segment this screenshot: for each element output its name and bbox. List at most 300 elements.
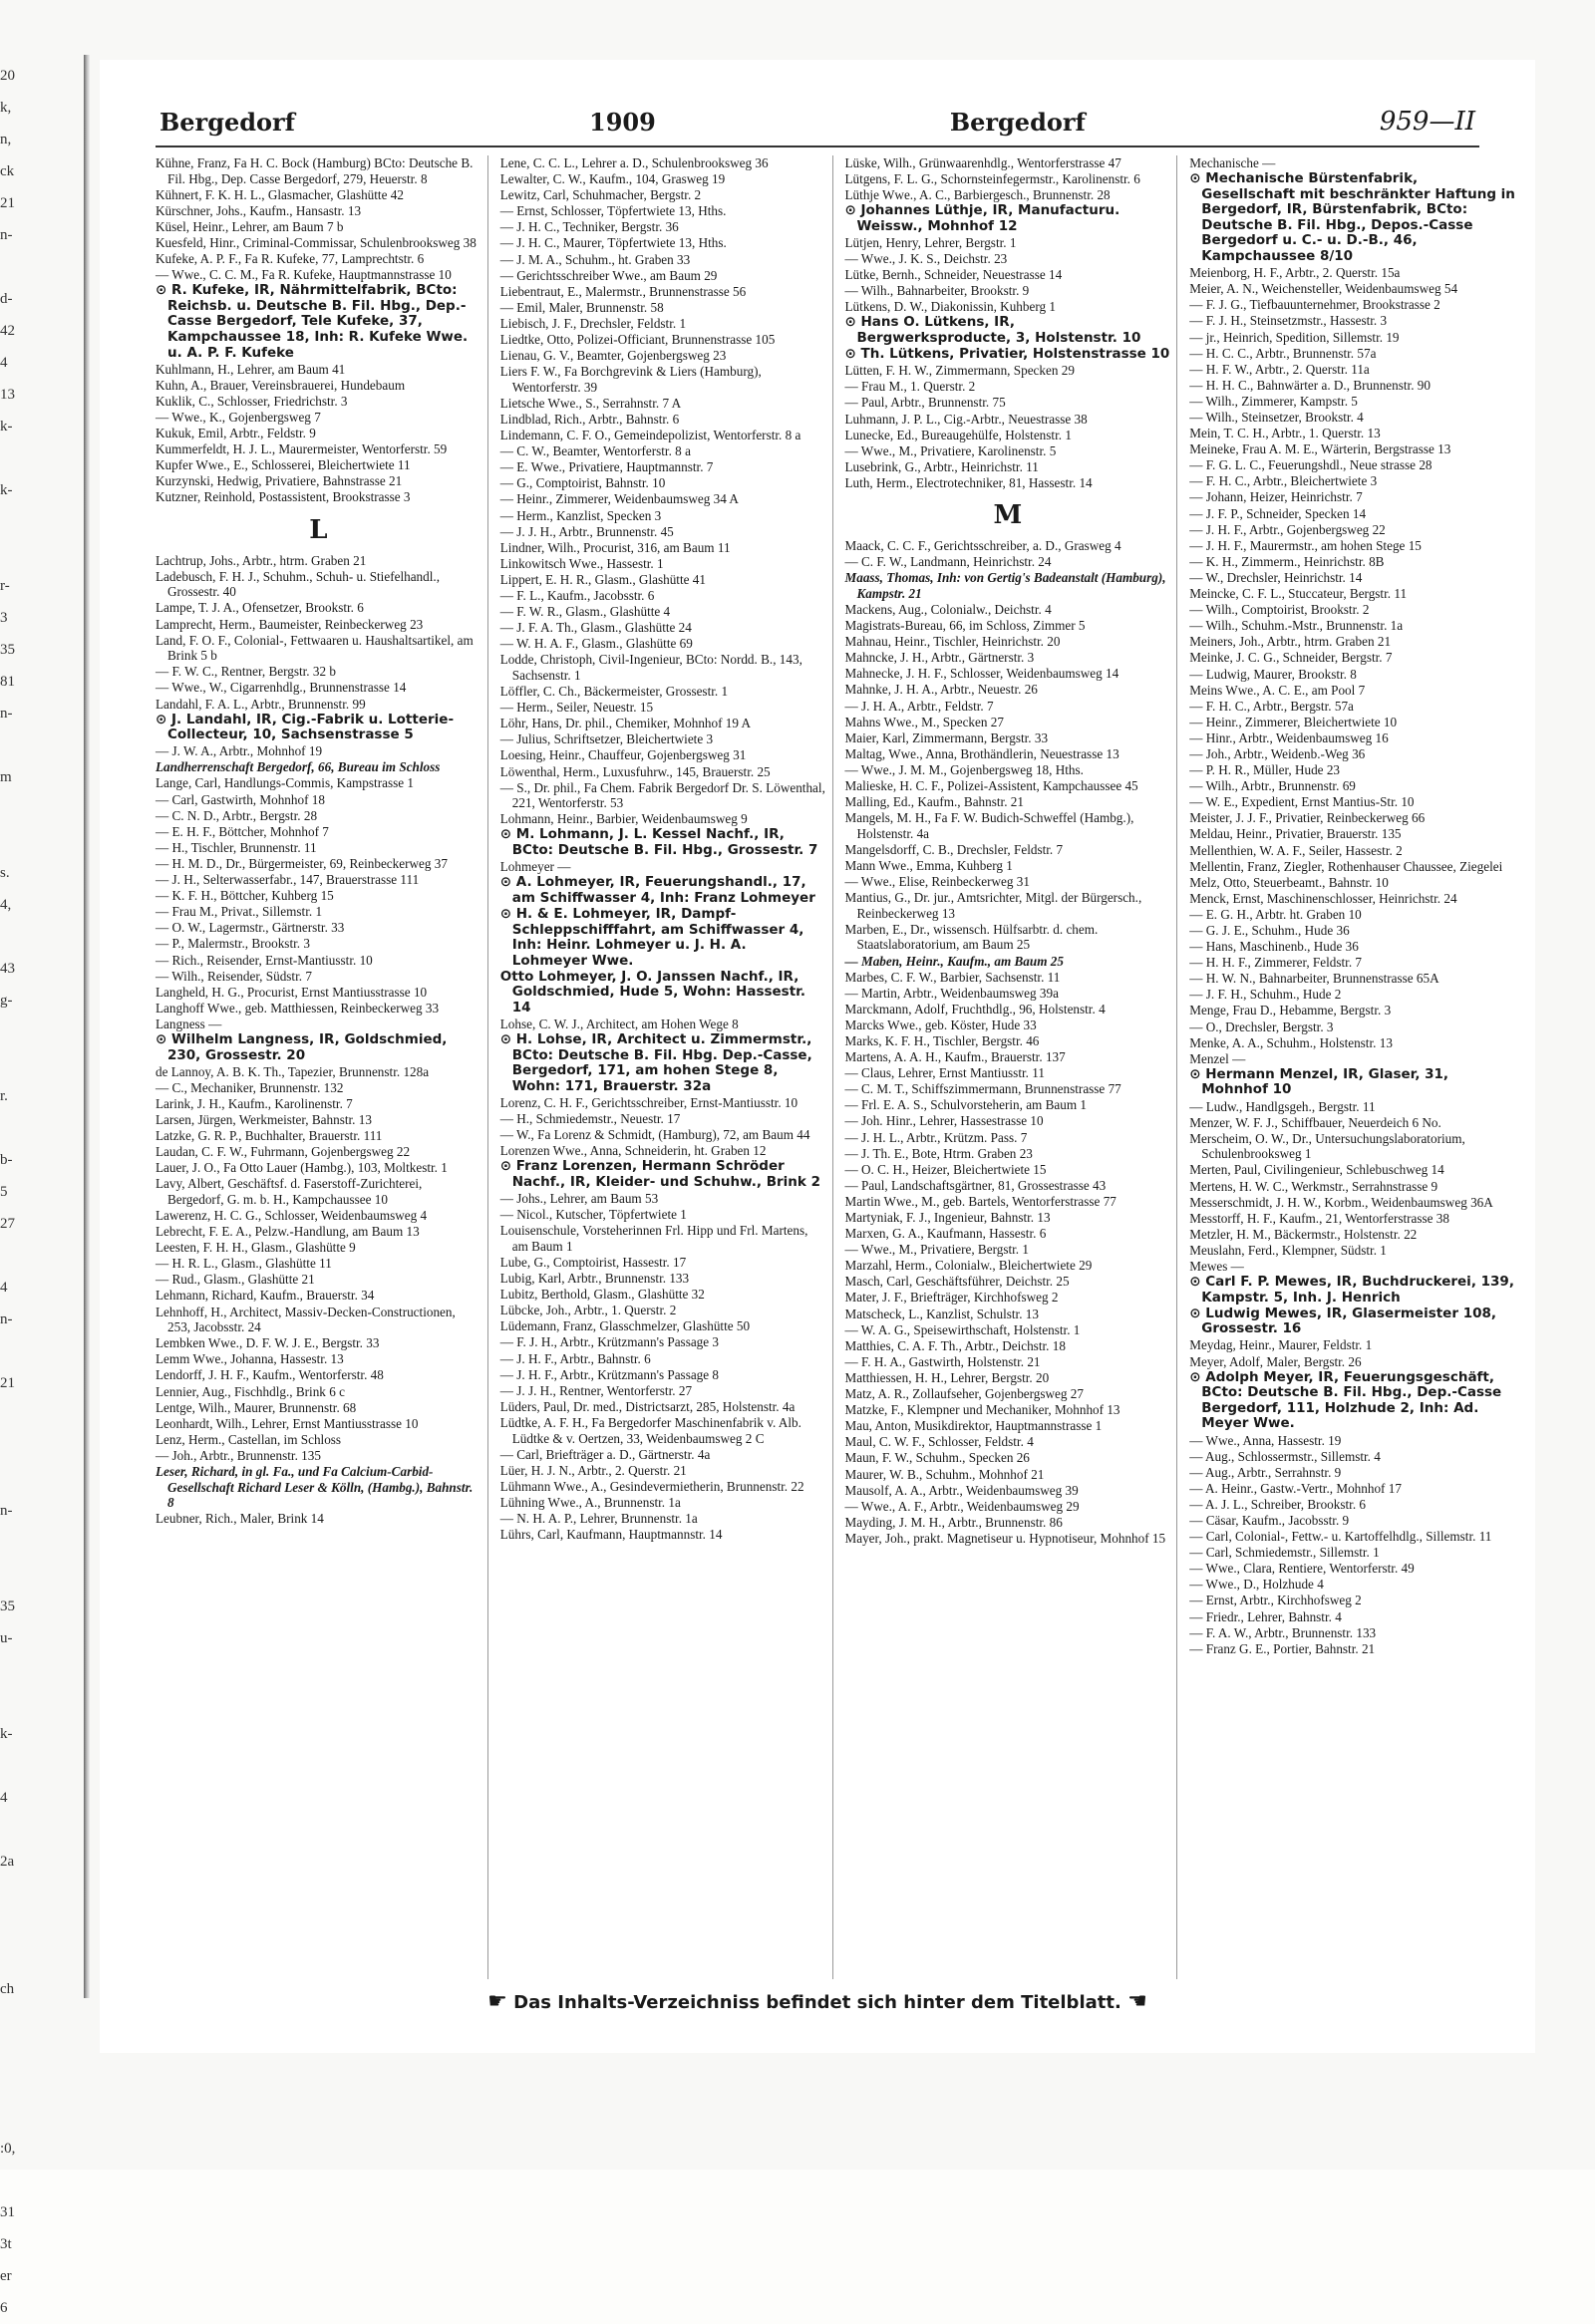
directory-entry: — W., Fa Lorenz & Schmidt, (Hamburg), 72, am Baum 44 [499, 1127, 810, 1143]
directory-entry: Leonhardt, Wilh., Lehrer, Ernst Mantiusstrasse 10 [156, 1415, 419, 1431]
directory-entry: Mangels, M. H., Fa F. W. Budich-Schweffel (Hambg.), Holstenstr. 4a [844, 810, 1134, 841]
directory-entry: Mellentin, Franz, Ziegler, Rothenhauser Chaussee, Ziegelei [1189, 858, 1503, 874]
directory-entry: — Cäsar, Kaufm., Jacobsstr. 9 [1189, 1512, 1350, 1528]
margin-fragment [0, 1814, 22, 1846]
margin-fragment: s. [0, 865, 10, 881]
directory-entry: — E. Wwe., Privatiere, Hauptmannstr. 7 [499, 459, 714, 475]
directory-entry: — F. H. C., Arbtr., Bleichertwiete 3 [1189, 473, 1378, 489]
directory-entry: — Wilh., Comptoirist, Brookstr. 2 [1189, 602, 1370, 618]
directory-entry: — J. Th. E., Bote, Htrm. Graben 23 [844, 1145, 1033, 1161]
firm-entry: ⊙ Hermann Menzel, IR, Glaser, 31, Mohnhof 10 [1189, 1065, 1449, 1098]
page-gutter [84, 55, 90, 1998]
margin-fragment [0, 1431, 22, 1463]
directory-entry: Kukuk, Emil, Arbtr., Feldstr. 9 [156, 426, 316, 441]
directory-entry: de Lannoy, A. B. K. Th., Tapezier, Brunnenstr. 128a [156, 1063, 430, 1079]
firm-entry: ⊙ H. & E. Lohmeyer, IR, Dampf-Schleppschifffahrt, am Schiffwasser 4, Inh: Heinr. Lohmeyer u. J. H. A. Lohmeyer Wwe. [499, 905, 804, 969]
directory-entry: Louisenschule, Vorsteherinnen Frl. Hipp und Frl. Martens, am Baum 1 [499, 1223, 808, 1254]
directory-entry: Ladebusch, F. H. J., Schuhm., Schuh- u. Stiefelhandl., Grossestr. 40 [156, 568, 441, 600]
firm-entry: Otto Lohmeyer, J. O. Janssen Nachf., IR, Goldschmied, Hude 5, Wohn: Hassestr. 14 [499, 968, 806, 1016]
directory-entry: — G. J. E., Schuhm., Hude 36 [1189, 923, 1350, 938]
directory-entry: — Wwe., J. M. M., Gojenbergsweg 18, Hths. [844, 761, 1084, 777]
margin-fragment: d- [0, 291, 13, 307]
directory-entry: Kuhlmann, H., Lehrer, am Baum 41 [156, 361, 346, 377]
directory-entry: Marbes, C. F. W., Barbier, Sachsenstr. 11 [844, 969, 1061, 985]
directory-entry: Matthies, C. A. F. Th., Arbtr., Deichstr. 18 [844, 1337, 1066, 1353]
firm-entry: ⊙ Mechanische Bürstenfabrik, Gesellschaft mit beschränkter Haftung in Bergedorf, IR, Bürstenfabrik, BCto: Deutsche B. Fil. Hbg., Depos.-Casse Bergedorf u. C.- u. D.-B., 46, Kampchaussee 8/10 [1189, 170, 1515, 265]
directory-entry: — Gerichtsschreiber Wwe., am Baum 29 [499, 267, 718, 283]
margin-fragment: b- [0, 1152, 13, 1168]
directory-entry: — Wilh., Reisender, Südstr. 7 [156, 968, 312, 984]
directory-entry: Meuslahn, Ferd., Klempner, Südstr. 1 [1189, 1242, 1387, 1258]
margin-fragment [0, 442, 22, 474]
directory-entry: Marks, K. F. H., Tischler, Bergstr. 46 [844, 1032, 1040, 1048]
directory-entry: Kuhn, A., Brauer, Vereinsbrauerei, Hundebaum [156, 377, 406, 393]
footer-text: Das Inhalts-Verzeichniss befindet sich hinter dem Titelblatt. [513, 1992, 1121, 2013]
margin-fragment: k- [0, 482, 13, 498]
directory-entry: — Wilh., Arbtr., Brunnenstr. 69 [1189, 778, 1356, 794]
directory-entry: — Wilh., Schuhm.-Mstr., Brunnenstr. 1a [1189, 618, 1404, 634]
directory-entry: — Ludwig, Maurer, Brookstr. 8 [1189, 666, 1357, 682]
directory-entry: Mayer, Joh., prakt. Magnetiseur u. Hypnotiseur, Mohnhof 15 [844, 1530, 1166, 1546]
directory-entry: — P. H. R., Müller, Hude 23 [1189, 762, 1341, 778]
margin-fragment [0, 1399, 22, 1431]
margin-fragment [0, 2069, 22, 2101]
directory-entry: — Maben, Heinr., Kaufm., am Baum 25 [844, 953, 1064, 969]
directory-entry: Mann Wwe., Emma, Kuhberg 1 [844, 857, 1013, 873]
directory-entry: — E. H. F., Böttcher, Mohnhof 7 [156, 823, 329, 839]
directory-entry: — F. J. H., Arbtr., Krützmann's Passage 3 [499, 1334, 720, 1350]
margin-fragment [0, 2165, 22, 2196]
page-number: 959—II [1379, 107, 1475, 137]
directory-entry: — Wwe., Anna, Hassestr. 19 [1189, 1432, 1342, 1448]
directory-entry: — F. G. L. C., Feuerungshdl., Neue strasse 28 [1189, 457, 1433, 473]
directory-entry: Langhoff Wwe., geb. Matthiessen, Reinbeckerweg 33 [156, 1000, 440, 1016]
directory-entry: — K. H., Zimmerm., Heinrichstr. 8B [1189, 553, 1385, 569]
directory-entry: — Paul, Arbtr., Brunnenstr. 75 [844, 395, 1006, 411]
directory-entry: Lüdtke, A. F. H., Fa Bergedorfer Maschinenfabrik v. Alb. Lüdtke & v. Oertzen, 33, Weidenbaumsweg 2 C [499, 1414, 801, 1446]
directory-entry: — H. M. D., Dr., Bürgermeister, 69, Reinbeckerweg 37 [156, 855, 448, 871]
directory-entry: Mahncke, J. H., Arbtr., Gärtnerstr. 3 [844, 650, 1035, 666]
directory-entry: — jr., Heinrich, Spedition, Sillemstr. 19 [1189, 329, 1400, 345]
directory-entry: Meineke, Frau A. M. E., Wärterin, Bergstrasse 13 [1189, 441, 1451, 457]
directory-entry: — Wwe., M., Privatiere, Bergstr. 1 [844, 1242, 1029, 1258]
directory-entry: — J. M. A., Schuhm., ht. Graben 33 [499, 251, 691, 267]
directory-entry: Kuklik, C., Schlosser, Friedrichstr. 3 [156, 393, 348, 409]
directory-entry: Lauer, J. O., Fa Otto Lauer (Hambg.), 103, Moltkestr. 1 [156, 1160, 448, 1176]
margin-fragment: 21 [0, 1375, 15, 1391]
directory-entry: Maltag, Wwe., Anna, Brothändlerin, Neuestrasse 13 [844, 745, 1119, 761]
directory-entry: — Julius, Schriftsetzer, Bleichertwiete 3 [499, 731, 714, 747]
directory-entry: Marckmann, Adolf, Fruchthdlg., 96, Holstenstr. 4 [844, 1001, 1106, 1017]
directory-entry: Kühnert, F. K. H. L., Glasmacher, Glashütte 42 [156, 186, 404, 202]
directory-entry: — G., Comptoirist, Bahnstr. 10 [499, 475, 666, 491]
firm-entry: ⊙ J. Landahl, IR, Cig.-Fabrik u. Lotterie-Collecteur, 10, Sachsenstrasse 5 [156, 711, 455, 743]
margin-fragment [0, 1112, 22, 1144]
directory-entry: Kühne, Franz, Fa H. C. Bock (Hamburg) BCto: Deutsche B. Fil. Hbg., Dep. Casse Bergedorf, 279, Heuerstr. 8 [156, 155, 474, 186]
directory-entry: Menke, A. A., Schuhm., Holstenstr. 13 [1189, 1034, 1393, 1050]
directory-entry: — J. H. C., Techniker, Bergstr. 36 [499, 219, 679, 235]
directory-entry: — Ludw., Handlgsgeh., Bergstr. 11 [1189, 1098, 1376, 1114]
header-right-title: Bergedorf [949, 107, 1086, 137]
margin-fragment: 43 [0, 961, 15, 977]
directory-entry: Langheld, H. G., Procurist, Ernst Mantiusstrasse 10 [156, 984, 428, 1000]
directory-entry: — H., Tischler, Brunnenstr. 11 [156, 839, 317, 855]
directory-entry: Maier, Karl, Zimmermann, Bergstr. 33 [844, 729, 1049, 745]
directory-entry: Lindner, Wilh., Procurist, 316, am Baum 11 [499, 539, 731, 555]
firm-entry: ⊙ M. Lohmann, J. L. Kessel Nachf., IR, BCto: Deutsche B. Fil. Hbg., Grossestr. 7 [499, 826, 818, 859]
directory-entry: Marxen, G. A., Kaufmann, Hassestr. 6 [844, 1226, 1047, 1242]
directory-entry: Maack, C. C. F., Gerichtsschreiber, a. D., Grasweg 4 [844, 538, 1121, 554]
directory-entry: Lohse, C. W. J., Architect, am Hohen Wege 8 [499, 1017, 739, 1032]
directory-entry: Merten, Paul, Civilingenieur, Schlebuschweg 14 [1189, 1162, 1444, 1178]
directory-entry: Lusebrink, G., Arbtr., Heinrichstr. 11 [844, 458, 1039, 474]
directory-entry: — F. J. G., Tiefbauunternehmer, Brookstrasse 2 [1189, 297, 1440, 313]
directory-entry: — J. F. H., Schuhm., Hude 2 [1189, 987, 1342, 1003]
directory-entry: Mein, T. C. H., Arbtr., 1. Querstr. 13 [1189, 426, 1381, 441]
directory-entry: Kutzner, Reinhold, Postassistent, Brookstrasse 3 [156, 489, 411, 505]
directory-entry: Kufeke, A. P. F., Fa R. Kufeke, 77, Lamprechtstr. 6 [156, 251, 425, 267]
directory-entry: — Joh., Arbtr., Brunnenstr. 135 [156, 1447, 321, 1463]
directory-entry: Loesing, Heinr., Chauffeur, Gojenbergsweg 31 [499, 747, 747, 763]
column-4 [1189, 155, 1521, 1979]
directory-entry: — C., Mechaniker, Brunnenstr. 132 [156, 1079, 344, 1095]
directory-entry: — P., Malermstr., Brookstr. 3 [156, 936, 310, 952]
directory-entry: — Wilh., Bahnarbeiter, Brookstr. 9 [844, 283, 1030, 299]
directory-entry: Meincke, C. F. L., Stuccateur, Bergstr. 11 [1189, 586, 1408, 602]
directory-entry: Lange, Carl, Handlungs-Commis, Kampstrasse 1 [156, 775, 414, 791]
directory-entry: Mechanische — [1189, 155, 1276, 170]
directory-entry: Lüer, H. J. N., Arbtr., 2. Querstr. 21 [499, 1462, 687, 1478]
directory-entry: Liers F. W., Fa Borchgrevink & Liers (Hamburg), Wentorferstr. 39 [499, 364, 762, 395]
directory-entry: — Joh. Hinr., Lehrer, Hassestrasse 10 [844, 1113, 1044, 1129]
directory-entry: — H. C. C., Arbtr., Brunnenstr. 57a [1189, 345, 1377, 361]
directory-entry: Mewes — [1189, 1258, 1244, 1274]
directory-entry: Matzke, F., Klempner und Mechaniker, Mohnhof 13 [844, 1402, 1120, 1418]
margin-fragment: er [0, 2268, 12, 2284]
margin-fragment [0, 793, 22, 825]
directory-entry: Lütkens, D. W., Diakonissin, Kuhberg 1 [844, 299, 1056, 315]
margin-fragment: 81 [0, 674, 15, 690]
directory-entry: Liebisch, J. F., Drechsler, Feldstr. 1 [499, 315, 687, 331]
directory-entry: Kurzynski, Hedwig, Privatiere, Bahnstrasse 21 [156, 473, 403, 489]
directory-entry: — N. H. A. P., Lehrer, Brunnenstr. 1a [499, 1510, 698, 1526]
directory-entry: Mahnke, J. H. A., Arbtr., Neuestr. 26 [844, 682, 1038, 698]
margin-fragment: 4, [0, 897, 12, 913]
page-footer [156, 1989, 1479, 2014]
section-letter: L [309, 515, 328, 546]
directory-entry: — Frl. E. A. S., Schulvorsteherin, am Baum 1 [844, 1097, 1087, 1113]
directory-entry: Mertens, H. W. C., Werkmstr., Serrahnstrasse 9 [1189, 1178, 1438, 1194]
firm-entry: ⊙ Hans O. Lütkens, IR, Bergwerksproducte, 3, Holstenstr. 10 [844, 314, 1141, 347]
directory-entry: Meyer, Adolf, Maler, Bergstr. 26 [1189, 1353, 1362, 1369]
margin-fragment: 21 [0, 195, 15, 211]
directory-entry: — F. H. A., Gastwirth, Holstenstr. 21 [844, 1353, 1041, 1369]
directory-entry: — F. L., Kaufm., Jacobsstr. 6 [499, 588, 655, 604]
directory-page [100, 60, 1535, 2053]
directory-entry: — J. H. C., Maurer, Töpfertwiete 13, Hths. [499, 235, 727, 251]
column-3 [845, 155, 1178, 1979]
directory-entry: Lohmann, Heinr., Barbier, Weidenbaumsweg 9 [499, 811, 748, 827]
directory-columns [156, 155, 1521, 1979]
directory-entry: Löwenthal, Herm., Luxusfuhrw., 145, Brauerstr. 25 [499, 763, 771, 779]
directory-entry: — Wwe., Clara, Rentiere, Wentorferstr. 49 [1189, 1561, 1415, 1577]
directory-entry: — J. W. A., Arbtr., Mohnhof 19 [156, 743, 323, 759]
margin-fragment: 27 [0, 1216, 15, 1232]
margin-fragment: u- [0, 1630, 13, 1646]
directory-entry: — J. J. H., Arbtr., Brunnenstr. 45 [499, 523, 674, 539]
directory-entry: Leesten, F. H. H., Glasm., Glashütte 9 [156, 1240, 356, 1256]
margin-fragment: g- [0, 993, 13, 1009]
directory-entry: Lietsche Wwe., S., Serrahnstr. 7 A [499, 395, 682, 411]
directory-entry: — J. J. H., Rentner, Wentorferstr. 27 [499, 1382, 693, 1398]
margin-fragment: n- [0, 706, 13, 722]
directory-entry: Lachtrup, Johs., Arbtr., htrm. Graben 21 [156, 552, 367, 568]
directory-entry: Löffler, C. Ch., Bäckermeister, Grossestr. 1 [499, 684, 729, 700]
directory-entry: Lübcke, Joh., Arbtr., 1. Querstr. 2 [499, 1303, 677, 1318]
margin-fragment [0, 1654, 22, 1686]
directory-entry: Meiners, Joh., Arbtr., htrm. Graben 21 [1189, 634, 1392, 650]
directory-entry: Mackens, Aug., Colonialw., Deichstr. 4 [844, 601, 1052, 617]
directory-entry: Messtorff, H. F., Kaufm., 21, Wentorferstrasse 38 [1189, 1210, 1449, 1226]
margin-fragment: :0, [0, 2141, 16, 2157]
directory-entry: Lube, G., Comptoirist, Hassestr. 17 [499, 1254, 687, 1270]
directory-entry: Marzahl, Herm., Colonialw., Bleichertwiete 29 [844, 1258, 1093, 1274]
directory-entry: Merscheim, O. W., Dr., Untersuchungslaboratorium, Schulenbrooksweg 1 [1189, 1130, 1465, 1162]
directory-entry: Metzler, H. M., Bäckermstr., Holstenstr. 22 [1189, 1226, 1418, 1242]
margin-fragment: 2a [0, 1854, 15, 1870]
directory-entry: Lampe, T. J. A., Ofensetzer, Brookstr. 6 [156, 600, 364, 616]
pointing-hand-right-icon: ☛ [487, 1989, 507, 2014]
directory-entry: Lindblad, Rich., Arbtr., Bahnstr. 6 [499, 412, 680, 427]
directory-entry: Lemm Wwe., Johanna, Hassestr. 13 [156, 1351, 344, 1367]
directory-entry: Lavy, Albert, Geschäftsf. d. Faserstoff-Zurichterei, Bergedorf, G. m. b. H., Kampchaussee 10 [156, 1176, 423, 1207]
margin-fragment [0, 506, 22, 538]
directory-entry: — Frau M., Privat., Sillemstr. 1 [156, 904, 323, 920]
directory-entry: Lütjen, Henry, Lehrer, Bergstr. 1 [844, 234, 1017, 250]
margin-fragment [0, 1686, 22, 1718]
directory-entry: Magistrats-Bureau, 66, im Schloss, Zimmer 5 [844, 618, 1086, 634]
directory-entry: — Herm., Kanzlist, Specken 3 [499, 507, 662, 523]
firm-entry: ⊙ R. Kufeke, IR, Nährmittelfabrik, BCto: Reichsb. u. Deutsche B. Fil. Hbg., Dep.-Casse Bergedorf, Tele Kufeke, 37, Kampchaussee 18, Inh: R. Kufeke Wwe. u. A. P. F. Kufeke [156, 282, 469, 361]
directory-entry: Maun, F. W., Schuhm., Specken 26 [844, 1450, 1030, 1466]
directory-entry: Lüthje Wwe., A. C., Barbiergesch., Brunnenstr. 28 [844, 187, 1111, 203]
margin-fragment: 4 [0, 1280, 8, 1296]
directory-entry: Liedtke, Otto, Polizei-Officiant, Brunnenstrasse 105 [499, 332, 776, 348]
directory-entry: — A. Heinr., Gastw.-Vertr., Mohnhof 17 [1189, 1480, 1402, 1496]
directory-entry: Lewitz, Carl, Schuhmacher, Bergstr. 2 [499, 187, 702, 203]
directory-entry: — F. W. R., Glasm., Glashütte 4 [499, 604, 671, 620]
firm-entry: ⊙ Wilhelm Langness, IR, Goldschmied, 230, Grossestr. 20 [156, 1030, 448, 1063]
directory-entry: — Heinr., Zimmerer, Weidenbaumsweg 34 A [499, 491, 739, 507]
column-1 [156, 155, 488, 1979]
directory-entry: Mahnau, Heinr., Tischler, Heinrichstr. 20 [844, 634, 1061, 650]
directory-entry: Lührs, Carl, Kaufmann, Hauptmannstr. 14 [499, 1527, 723, 1543]
directory-entry: — Nicol., Kutscher, Töpfertwiete 1 [499, 1207, 687, 1223]
directory-entry: Matthiessen, H. H., Lehrer, Bergstr. 20 [844, 1369, 1050, 1385]
directory-entry: Meldau, Heinr., Privatier, Brauerstr. 135 [1189, 826, 1402, 842]
directory-entry: — J. H. L., Arbtr., Krützm. Pass. 7 [844, 1129, 1028, 1145]
directory-entry: — C. W., Beamter, Wentorferstr. 8 a [499, 443, 691, 459]
directory-entry: Lühning Wwe., A., Brunnenstr. 1a [499, 1494, 681, 1510]
directory-entry: — Wwe., A. F., Arbtr., Weidenbaumsweg 29 [844, 1498, 1080, 1514]
directory-entry: — Paul, Landschaftsgärtner, 81, Grossestrasse 43 [844, 1177, 1107, 1193]
margin-fragment: 5 [0, 1184, 8, 1200]
directory-entry: — Wwe., Elise, Reinbeckerweg 31 [844, 874, 1030, 890]
directory-entry: Marben, E., Dr., wissensch. Hülfsarbtr. d. chem. Staatslaboratorium, am Baum 25 [844, 921, 1099, 953]
directory-entry: — J. H., Selterwasserfabr., 147, Brauerstrasse 111 [156, 872, 420, 888]
directory-entry: Mellenthien, W. A. F., Seiler, Hassestr. 2 [1189, 842, 1403, 858]
directory-entry: Mausolf, A. A., Arbtr., Weidenbaumsweg 39 [844, 1482, 1079, 1498]
directory-entry: Malieske, H. C. F., Polizei-Assistent, Kampchaussee 45 [844, 777, 1138, 793]
directory-entry: — Wilh., Zimmerer, Kampstr. 5 [1189, 393, 1358, 409]
directory-entry: — H. W. N., Bahnarbeiter, Brunnenstrasse 65A [1189, 971, 1439, 987]
section-letter: M [993, 500, 1023, 531]
directory-entry: Lütgens, F. L. G., Schornsteinfegermstr., Karolinenstr. 6 [844, 171, 1140, 187]
directory-entry: Lentge, Wilh., Maurer, Brunnenstr. 68 [156, 1399, 357, 1415]
margin-fragment: 4 [0, 1790, 8, 1806]
directory-entry: — W. E., Expedient, Ernst Mantius-Str. 10 [1189, 794, 1415, 810]
directory-entry: — W. A. G., Speisewirthschaft, Holstenstr. 1 [844, 1321, 1081, 1337]
directory-entry: — F. W. C., Rentner, Bergstr. 32 b [156, 664, 336, 680]
adjacent-page-margin [0, 60, 22, 2316]
directory-entry: Menzel — [1189, 1050, 1246, 1066]
directory-entry: Küsel, Heinr., Lehrer, am Baum 7 b [156, 218, 344, 234]
directory-entry: Mantius, G., Dr. jur., Amtsrichter, Mitgl. der Bürgersch., Reinbeckerweg 13 [844, 890, 1142, 921]
margin-fragment [0, 1750, 22, 1782]
directory-entry: Lohmeyer — [499, 859, 571, 875]
directory-entry: — Wwe., K., Gojenbergsweg 7 [156, 410, 321, 425]
directory-entry: Lüske, Wilh., Grünwaarenhdlg., Wentorferstrasse 47 [844, 155, 1121, 170]
directory-entry: — Carl, Colonial-, Fettw.- u. Kartoffelhdlg., Sillemstr. 11 [1189, 1529, 1492, 1545]
directory-entry: Martyniak, F. J., Ingenieur, Bahnstr. 13 [844, 1210, 1051, 1225]
directory-entry: — K. F. H., Böttcher, Kuhberg 15 [156, 888, 334, 904]
directory-entry: — O. W., Lagermstr., Gärtnerstr. 33 [156, 920, 345, 936]
directory-entry: Lendorff, J. H. F., Kaufm., Wentorferstr. 48 [156, 1367, 384, 1383]
page-header [160, 102, 1475, 142]
directory-entry: — Wwe., M., Privatiere, Karolinenstr. 5 [844, 442, 1057, 458]
directory-entry: — Franz G. E., Portier, Bahnstr. 21 [1189, 1640, 1376, 1656]
margin-fragment: n- [0, 1311, 13, 1327]
margin-fragment [0, 921, 22, 953]
margin-fragment [0, 2005, 22, 2037]
directory-entry: Lütten, F. H. W., Zimmermann, Specken 29 [844, 363, 1075, 379]
directory-entry: — Frau M., 1. Querstr. 2 [844, 379, 976, 395]
header-rule [156, 145, 1479, 147]
header-left-title: Bergedorf [160, 107, 296, 137]
directory-entry: Masch, Carl, Geschäftsführer, Deichstr. 25 [844, 1274, 1070, 1290]
directory-entry: — Johann, Heizer, Heinrichstr. 7 [1189, 489, 1363, 505]
directory-entry: Matz, A. R., Zollaufseher, Gojenbergsweg 27 [844, 1386, 1084, 1402]
directory-entry: Lüdemann, Franz, Glasschmelzer, Glashütte 50 [499, 1318, 751, 1334]
directory-entry: Mahnecke, J. H. F., Schlosser, Weidenbaumsweg 14 [844, 666, 1119, 682]
margin-fragment: k- [0, 419, 13, 435]
directory-entry: Kürschner, Johs., Kaufm., Hansastr. 13 [156, 202, 362, 218]
margin-fragment: 4 [0, 355, 8, 371]
directory-entry: Menge, Frau D., Hebamme, Bergstr. 3 [1189, 1003, 1392, 1018]
margin-fragment: r- [0, 578, 10, 594]
directory-entry: — H. F. W., Arbtr., 2. Querstr. 11a [1189, 361, 1370, 377]
firm-entry: ⊙ Franz Lorenzen, Hermann Schröder Nachf., IR, Kleider- und Schuhw., Brink 2 [499, 1158, 820, 1190]
directory-entry: — J. F. A. Th., Glasm., Glashütte 24 [499, 620, 692, 636]
directory-entry: Lüders, Paul, Dr. med., Districtsarzt, 285, Holstenstr. 4a [499, 1398, 796, 1414]
directory-entry: — J. H. F., Arbtr., Gojenbergsweg 22 [1189, 521, 1386, 537]
directory-entry: — J. H. A., Arbtr., Feldstr. 7 [844, 698, 994, 714]
directory-entry: Larsen, Jürgen, Werkmeister, Bahnstr. 13 [156, 1111, 372, 1127]
directory-entry: — F. H. C., Arbtr., Bergstr. 57a [1189, 698, 1354, 714]
margin-fragment [0, 2101, 22, 2133]
directory-entry: — Wilh., Steinsetzer, Brookstr. 4 [1189, 410, 1364, 425]
firm-entry: ⊙ Th. Lütkens, Privatier, Holstenstrasse 10 [844, 346, 1170, 363]
directory-entry: Lamprecht, Herm., Baumeister, Reinbeckerweg 23 [156, 616, 424, 632]
margin-fragment [0, 1017, 22, 1048]
directory-entry: Mangelsdorff, C. B., Drechsler, Feldstr. 7 [844, 841, 1064, 857]
margin-fragment: 6 [0, 2300, 8, 2316]
directory-entry: Lippert, E. H. R., Glasm., Glashütte 41 [499, 571, 706, 587]
margin-fragment [0, 1463, 22, 1495]
directory-entry: Löhr, Hans, Dr. phil., Chemiker, Mohnhof 19 A [499, 716, 752, 731]
margin-fragment: ch [0, 1981, 15, 1997]
margin-fragment: 35 [0, 1598, 15, 1614]
margin-fragment: 3 [0, 610, 8, 626]
directory-entry: Mau, Anton, Musikdirektor, Hauptmannstrasse 1 [844, 1418, 1103, 1434]
directory-entry: — J. F. P., Schneider, Specken 14 [1189, 505, 1367, 521]
directory-entry: Lodde, Christoph, Civil-Ingenieur, BCto: Nordd. B., 143, Sachsenstr. 1 [499, 652, 802, 683]
directory-entry: Kupfer Wwe., E., Schlosserei, Bleichertwiete 11 [156, 457, 411, 473]
directory-entry: Landherrenschaft Bergedorf, 66, Bureau im Schloss [156, 759, 441, 775]
margin-fragment: 20 [0, 68, 15, 84]
margin-fragment [0, 1909, 22, 1941]
margin-fragment: 13 [0, 387, 15, 403]
directory-entry: — Wwe., J. K. S., Deichstr. 23 [844, 251, 1008, 267]
firm-entry: ⊙ Carl F. P. Mewes, IR, Buchdruckerei, 139, Kampstr. 5, Inh. J. Henrich [1189, 1274, 1514, 1306]
firm-entry: ⊙ Johannes Lüthje, IR, Manufacturu. Weissw., Mohnhof 12 [844, 202, 1120, 234]
directory-entry: — Carl, Schmiedemstr., Sillemstr. 1 [1189, 1545, 1380, 1561]
margin-fragment [0, 1527, 22, 1559]
header-year: 1909 [589, 107, 656, 137]
margin-fragment [0, 1048, 22, 1080]
margin-fragment: r. [0, 1088, 8, 1104]
directory-entry: — J. H. F., Maurermstr., am hohen Stege 15 [1189, 537, 1422, 553]
firm-entry: ⊙ H. Lohse, IR, Architect u. Zimmermstr., BCto: Deutsche B. Fil. Hbg. Dep.-Casse, Bergedorf, 171, am hohen Stege 8, Wohn: 171, Brauerstr. 32a [499, 1031, 812, 1094]
directory-entry: — C. M. T., Schiffszimmermann, Brunnenstrasse 77 [844, 1081, 1121, 1097]
directory-entry: Lebrecht, F. E. A., Pelzw.-Handlung, am Baum 13 [156, 1224, 420, 1240]
pointing-hand-left-icon: ☚ [1127, 1989, 1147, 2014]
margin-fragment: 42 [0, 323, 15, 339]
directory-entry: — C. N. D., Arbtr., Bergstr. 28 [156, 807, 318, 823]
directory-entry: — Friedr., Lehrer, Bahnstr. 4 [1189, 1608, 1342, 1624]
directory-entry: — Johs., Lehrer, am Baum 53 [499, 1191, 659, 1207]
directory-entry: Lehmann, Richard, Kaufm., Brauerstr. 34 [156, 1288, 375, 1304]
directory-entry: — Wwe., D., Holzhude 4 [1189, 1577, 1324, 1593]
margin-fragment [0, 1240, 22, 1272]
directory-entry: — Hans, Maschinenb., Hude 36 [1189, 939, 1359, 955]
column-2 [500, 155, 833, 1979]
directory-entry: — H. H. F., Zimmerer, Feldstr. 7 [1189, 955, 1363, 971]
margin-fragment: k, [0, 100, 12, 116]
directory-entry: Mayding, J. M. H., Arbtr., Brunnenstr. 86 [844, 1514, 1063, 1530]
directory-entry: Lühmann Wwe., A., Gesindevermietherin, Brunnenstr. 22 [499, 1478, 804, 1494]
directory-entry: — W. H. A. F., Glasm., Glashütte 69 [499, 636, 693, 652]
directory-entry: — Aug., Schlossermstr., Sillemstr. 4 [1189, 1448, 1381, 1464]
directory-entry: Latzke, G. R. P., Buchhalter, Brauerstr. 111 [156, 1128, 383, 1144]
directory-entry: Menzer, W. F. J., Schiffbauer, Neuerdeich 6 No. [1189, 1114, 1441, 1130]
directory-entry: — Emil, Maler, Brunnenstr. 58 [499, 299, 664, 315]
directory-entry: Mater, J. F., Briefträger, Kirchhofsweg 2 [844, 1290, 1059, 1306]
directory-entry: Maul, C. W. F., Schlosser, Feldstr. 4 [844, 1434, 1034, 1450]
directory-entry: Lenz, Herm., Castellan, im Schloss [156, 1431, 342, 1447]
directory-entry: — A. J. L., Schreiber, Brookstr. 6 [1189, 1496, 1367, 1512]
directory-entry: Lewalter, C. W., Kaufm., 104, Grasweg 19 [499, 171, 726, 187]
